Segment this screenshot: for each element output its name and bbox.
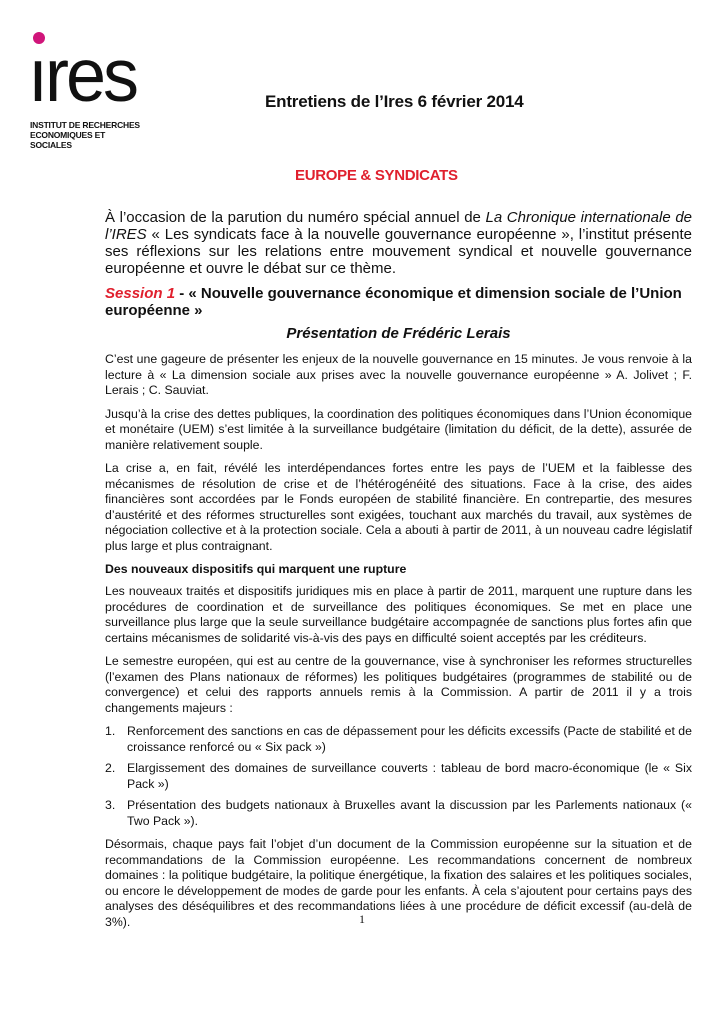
- logo-subtitle-line1: INSTITUT DE RECHERCHES: [30, 120, 140, 130]
- list-number: 1.: [105, 724, 116, 738]
- paragraph: Le semestre européen, qui est au centre de la gouvernance, vise à synchroniser les reformes structurelles (l’examen des Plans nationaux de réformes) les politiques budgétaires (programmes de stabilité ou de convergence) et celui des rapports annuels remis à la Commission. A partir de 2011 il y a trois changements majeurs :: [105, 654, 692, 715]
- presenter-heading: Présentation de Frédéric Lerais: [286, 325, 511, 342]
- document-body: [105, 209, 692, 938]
- intro-text-end: « Les syndicats face à la nouvelle gouvernance européenne », l’institut présente ses réflexions sur les relations entre mouvement syndical et nouvelle gouvernance européenne et ouvre le débat sur ce thème.: [105, 226, 692, 277]
- paragraph: Les nouveaux traités et dispositifs juridiques mis en place à partir de 2011, marquent une rupture dans les procédures de coordination et de surveillance des politiques économiques. Se met en place une surveillance plus large que la seule surveillance budgétaire accompagnée de sanctions plus fortes afin que certains mécanismes de solidarité vis-à-vis des pays en difficulté soient acceptés par les créditeurs.: [105, 584, 692, 645]
- logo-subtitle-line2: ECONOMIQUES ET SOCIALES: [30, 130, 106, 150]
- list-text: Renforcement des sanctions en cas de dépassement pour les déficits excessifs (Pacte de stabilité et de croissance renforcé ou « Six pack »): [127, 724, 692, 754]
- changes-list: [105, 724, 692, 829]
- paragraph: La crise a, en fait, révélé les interdépendances fortes entre les pays de l’UEM et la faiblesse des mécanismes de résolution de crise et de l’hétérogénéité des situations. Face à la crise, des aides financières sont accordées par le Fonds européen de stabilité financière. En contrepartie, des mesures d’austérité et des réformes structurelles sont exigées, touchant aux marchés du travail, aux systèmes de négociation collective et à la protection sociale. Cela a abouti à partir de 2011, à un nouveau cadre législatif plus large et plus contraignant.: [105, 461, 692, 553]
- list-item: [105, 761, 692, 792]
- logo-subtitle: [30, 120, 148, 150]
- intro-paragraph: [105, 209, 692, 277]
- list-text: Elargissement des domaines de surveillance couverts : tableau de bord macro-économique (le « Six Pack »): [127, 761, 692, 791]
- session-label: Session 1: [105, 285, 176, 302]
- list-text: Présentation des budgets nationaux à Bruxelles avant la discussion par les Parlements nationaux (« Two Pack »).: [127, 798, 692, 828]
- paragraph: C’est une gageure de présenter les enjeux de la nouvelle gouvernance en 15 minutes. Je vous renvoie à la lecture à « La dimension sociale aux prises avec la nouvelle gouvernance européenne » A. Jolivet ; F. Lerais ; C. Sauviat.: [105, 352, 692, 397]
- list-item: [105, 798, 692, 829]
- page-number: 1: [359, 912, 365, 926]
- paragraph: Jusqu’à la crise des dettes publiques, la coordination des politiques économiques dans l’Union économique et monétaire (UEM) s’est limitée à la surveillance budgétaire (limitation du déficit, de la dette), assurée de manière relativement souple.: [105, 406, 692, 452]
- document-title: Entretiens de l’Ires 6 février 2014: [265, 92, 524, 111]
- closing-paragraph: Désormais, chaque pays fait l’objet d’un document de la Commission européenne sur la situation et de recommandations de la Commission européenne. Les recommandations concernent de nombreux domaines : la politique budgétaire, la politique énergétique, la fixation des salaires et les politiques sociales, ou encore le développement de modes de garde pour les enfants. À cela s’ajoutent pour certains pays des analyses des déséquilibres et des recommandations liées à une procédure de déficit excessif (au-delà de 3%).: [105, 837, 692, 929]
- section-title: EUROPE & SYNDICATS: [295, 167, 458, 184]
- subheading: Des nouveaux dispositifs qui marquent une rupture: [105, 562, 407, 576]
- intro-text-start: À l’occasion de la parution du numéro spécial annuel de: [105, 209, 486, 226]
- logo-wordmark: ıres: [28, 34, 137, 118]
- session-heading: [105, 285, 692, 319]
- list-number: 2.: [105, 761, 116, 775]
- list-number: 3.: [105, 798, 116, 812]
- session-title: - « Nouvelle gouvernance économique et dimension sociale de l’Union européenne »: [105, 285, 682, 319]
- ires-logo: [28, 28, 148, 150]
- publication-title: La Chronique internationale de l’IRES: [105, 209, 692, 243]
- list-item: [105, 724, 692, 755]
